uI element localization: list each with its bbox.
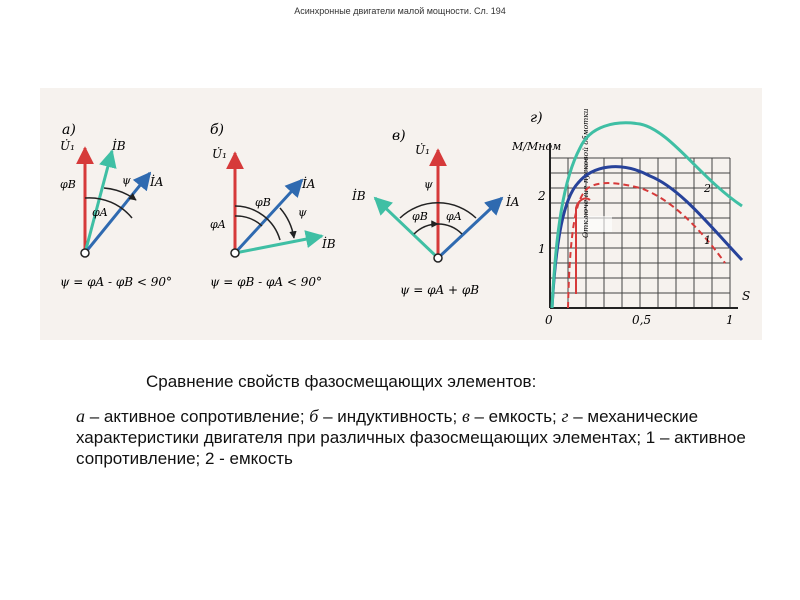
- caption-a-letter: а: [76, 406, 85, 426]
- panel-a-origin: [81, 249, 89, 257]
- caption-v-text: – емкость;: [469, 407, 562, 426]
- panel-a-phib-label: φB: [60, 178, 76, 191]
- panel-g-zone-label: Отключение пусковой обмотки: [581, 108, 590, 238]
- panel-a-psi-label: ψ: [122, 174, 131, 187]
- panel-g-curve2-label: 2: [704, 182, 711, 195]
- panel-g-zone-bg: [574, 216, 612, 232]
- caption-a-text: – активное сопротивление;: [85, 407, 310, 426]
- caption-g-letter: г: [561, 406, 569, 426]
- panel-g-y2: 2: [538, 189, 546, 203]
- phase-shift-figure: [40, 88, 762, 340]
- panel-a-ia-label: İA: [150, 175, 164, 189]
- panel-b-origin: [231, 249, 239, 257]
- panel-g-x05: 0,5: [632, 313, 652, 327]
- figure-svg: [40, 88, 762, 340]
- panel-v-phib-label: φB: [412, 210, 428, 223]
- caption-b-letter: б: [309, 406, 319, 426]
- panel-b-formula: ψ = φB - φA < 90°: [210, 275, 323, 289]
- caption-v-letter: в: [461, 406, 470, 426]
- panel-b-phib-label: φB: [255, 196, 271, 209]
- caption-title: Сравнение свойств фазосмещающих элементов:: [146, 372, 537, 391]
- panel-g-x1: 1: [726, 313, 734, 327]
- panel-v-phia-label: φA: [446, 210, 462, 223]
- panel-a-u-label: U̇₁: [60, 139, 75, 153]
- panel-a-ib-label: İB: [112, 139, 126, 153]
- panel-g-ylabel: M/Mном: [512, 140, 562, 153]
- panel-a-letter: а): [62, 122, 76, 138]
- panel-v-origin: [434, 254, 442, 262]
- panel-g-curve1-label: 1: [704, 234, 711, 247]
- panel-b-letter: б): [210, 122, 225, 138]
- panel-g-y1: 1: [538, 242, 546, 256]
- panel-b-psi-label: ψ: [298, 206, 307, 219]
- panel-g-x0: 0: [545, 313, 553, 327]
- panel-b-ia-label: İA: [302, 177, 316, 191]
- panel-v-psi-label: ψ: [424, 178, 433, 191]
- caption-body: [76, 406, 756, 469]
- panel-a-phia-label: φA: [92, 206, 108, 219]
- caption-g-text: – механические характеристики двигателя при различных фазосмещающих элементах; 1 – активное сопротивление; 2 - емкость: [76, 407, 746, 468]
- panel-b-phia-label: φA: [210, 218, 226, 231]
- panel-v-ib-label: İB: [352, 189, 366, 203]
- panel-b-ib-label: İB: [322, 237, 336, 251]
- panel-v-ia-label: İA: [506, 195, 520, 209]
- panel-v-u-label: U̇₁: [415, 143, 430, 157]
- panel-v-letter: в): [392, 128, 406, 144]
- figure-background: [40, 88, 762, 340]
- panel-a-formula: ψ = φA - φB < 90°: [60, 275, 173, 289]
- slide-header: Асинхронные двигатели малой мощности. Сл. 194: [294, 6, 506, 16]
- caption-b-text: – индуктивность;: [318, 407, 462, 426]
- panel-g-letter: г): [530, 110, 543, 126]
- panel-v-formula: ψ = φA + φB: [400, 283, 480, 297]
- panel-g-xs: S: [742, 289, 751, 303]
- panel-b-u-label: U̇₁: [212, 147, 227, 161]
